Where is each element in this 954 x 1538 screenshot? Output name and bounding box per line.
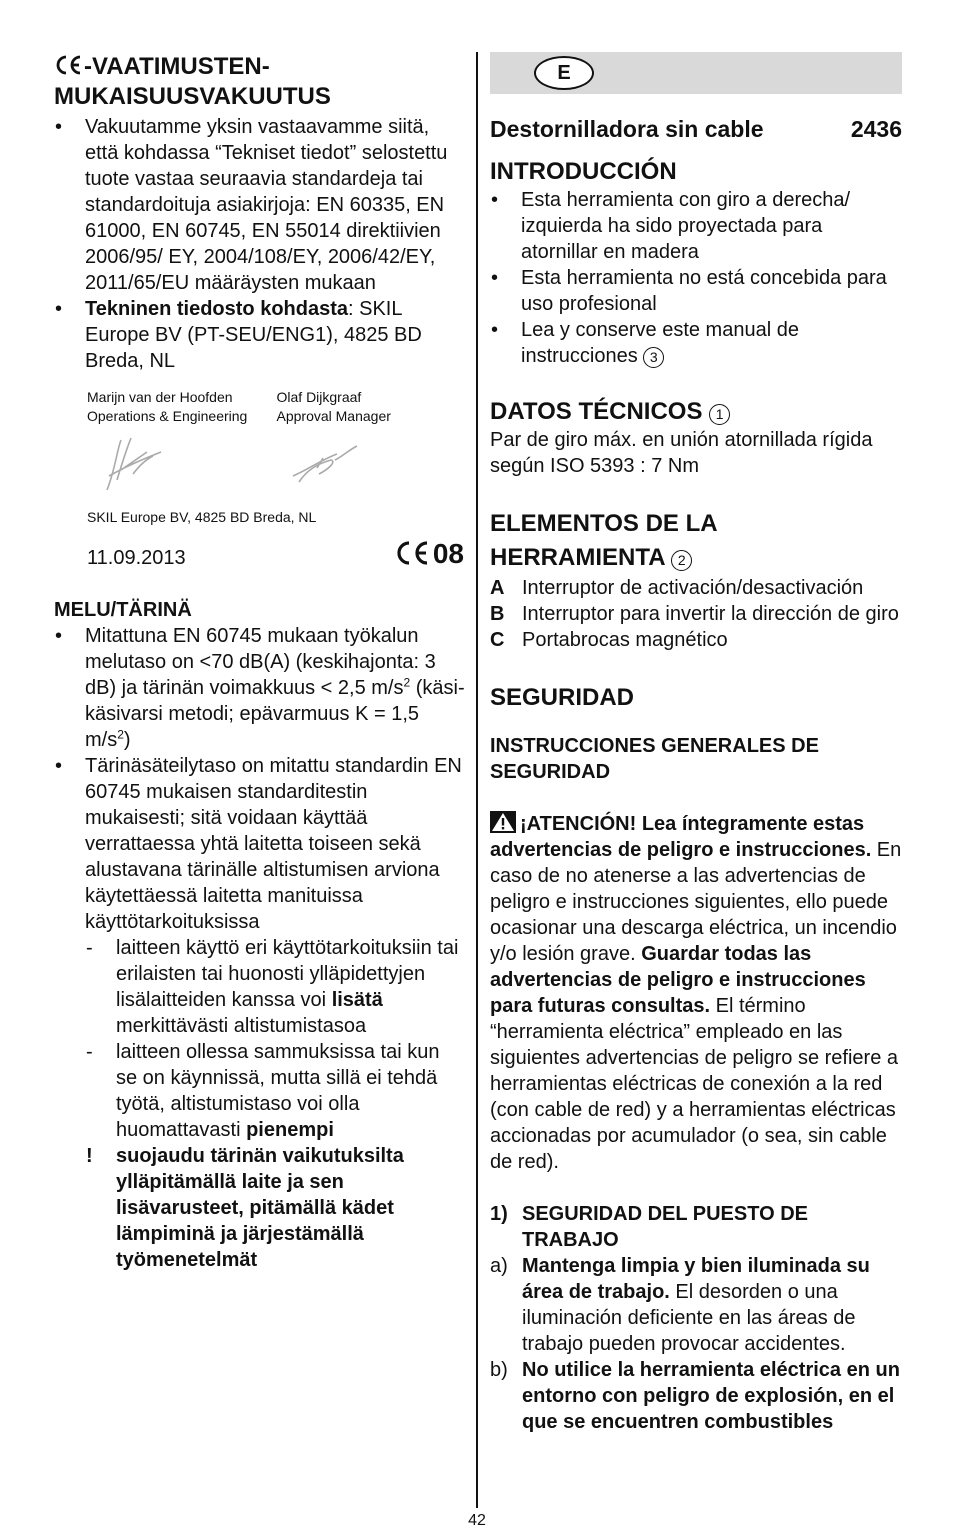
- model-number: 2436: [850, 116, 902, 142]
- list-item: [490, 317, 902, 369]
- ce-mark-year: [393, 537, 464, 571]
- list-item: [490, 1201, 902, 1253]
- list-item-text: Portabrocas magnético: [522, 629, 728, 651]
- list-item-text: El desorden o una iluminación deficiente en las áreas de trabajo pueden provocar accidentes.: [522, 1281, 856, 1355]
- heading-line1: -VAATIMUSTEN-: [84, 53, 270, 80]
- figure-ref-3: 3: [643, 347, 664, 368]
- date-row: [54, 537, 466, 577]
- ce-mark-icon: [54, 54, 84, 76]
- list-item: [490, 575, 902, 601]
- product-title: Destornilladora sin cable: [490, 116, 764, 142]
- list-item: [54, 114, 466, 296]
- list-item: [490, 265, 902, 317]
- list-item-text: laitteen ollessa sammuksissa tai kun se on käynnissä, mutta sillä ei tehdä työtä, altistumistaso voi olla huomattavasti: [116, 1041, 440, 1141]
- list-item-text: Interruptor para invertir la dirección de giro: [522, 603, 899, 625]
- list-item: [85, 935, 466, 1039]
- datos-heading: [490, 397, 902, 427]
- list-item: [490, 187, 902, 265]
- list-item-text: : SKIL Europe BV (PT-SEU/ENG1), 4825 BD Breda, NL: [85, 298, 422, 372]
- elementos-heading: [490, 507, 902, 575]
- datos-text: Par de giro máx. en unión atornillada rígida según ISO 5393 : 7 Nm: [490, 429, 873, 477]
- item-marker: A: [490, 577, 505, 599]
- warning-text: En caso de no atenerse a las advertencias de peligro e instrucciones siguientes, ello puede ocasionar una descarga eléctrica, un incendio y/o lesión grave.: [490, 839, 902, 965]
- declaration-date: 11.09.2013: [87, 547, 186, 569]
- warning-paragraph: [490, 811, 902, 1175]
- page-number: 42: [468, 1512, 486, 1529]
- declaration-list: [54, 114, 466, 374]
- exclamation-marker: !: [86, 1145, 93, 1167]
- item-marker: B: [490, 603, 505, 625]
- item-marker: b): [490, 1359, 508, 1381]
- elements-list: [490, 575, 902, 653]
- noise-heading: MELU/TÄRINÄ: [54, 599, 192, 621]
- intro-list: [490, 187, 902, 369]
- list-item-bold: No utilice la herramienta eléctrica en un entorno con peligro de explosión, en el que se encuentren combustibles: [522, 1359, 900, 1433]
- warning-bold: Guardar todas las advertencias de peligro e instrucciones para futuras consultas.: [490, 943, 866, 1017]
- company-address: SKIL Europe BV, 4825 BD Breda, NL: [87, 509, 317, 525]
- dash-marker: -: [86, 937, 93, 959]
- seguridad-heading: SEGURIDAD: [490, 684, 635, 711]
- superscript: 2: [117, 727, 124, 742]
- column-divider: [476, 52, 478, 1508]
- list-item-text: ): [123, 729, 131, 751]
- warning-triangle-icon: [490, 811, 516, 833]
- list-item: [490, 627, 902, 653]
- list-item-bold: Mantenga limpia y bien iluminada su área de trabajo.: [522, 1255, 870, 1303]
- list-item: [490, 1253, 902, 1357]
- right-column: [490, 52, 902, 1435]
- list-item-bold: Tekninen tiedosto kohdasta: [85, 298, 348, 320]
- list-item-text: Interruptor de activación/desactivación: [522, 577, 864, 599]
- signature-image: [277, 430, 367, 500]
- ce-year: 08: [432, 538, 464, 569]
- product-title-row: [490, 114, 902, 144]
- item-marker: a): [490, 1255, 508, 1277]
- signer1-title: Operations & Engineering: [87, 408, 248, 424]
- list-item-text: laitteen käyttö eri käyttötarkoituksiin tai erilaisten tai huonosti ylläpidettyjen lisälaitteiden kanssa voi: [116, 937, 459, 1011]
- dash-marker: -: [86, 1041, 93, 1063]
- heading-line2: MUKAISUUSVAKUUTUS: [54, 83, 331, 110]
- list-item-text: merkittävästi altistumistasoa: [116, 1015, 367, 1037]
- list-item-text: Tärinäsäteilytaso on mitattu standardin EN 60745 mukaisen standarditestin mukaisesti; sitä voidaan käyttää verrattaessa yhtä laitetta toiseen sekä alustavana tärinälle altistumisen arviona käytettäessä laitetta manituissa käyttötarkoituksissa: [85, 755, 462, 933]
- signature-image: [87, 430, 177, 500]
- signer2-name: Olaf Dijkgraaf: [276, 389, 362, 405]
- list-item-text: Vakuutamme yksin vastaavamme siitä, että kohdassa “Tekniset tiedot” selostettu tuote vastaa seuraavia standardeja tai standardoituja asiakirjoja: EN 60335, EN 61000, EN 60745, EN 55014 direktiivien 2006/95/ EY, 2004/108/EY, 2006/42/EY, 2011/65/EU määräysten mukaan: [85, 116, 448, 294]
- elementos-heading-line2: HERRAMIENTA: [490, 544, 665, 571]
- safety-list: [490, 1201, 902, 1435]
- list-item-text: (käsi-käsivarsi metodi; epävarmuus K = 1,5 m/s: [85, 677, 465, 751]
- warning-bold: ¡ATENCIÓN! Lea íntegramente estas advertencias de peligro e instrucciones.: [490, 813, 872, 861]
- list-item: [54, 753, 466, 935]
- signer2-title: Approval Manager: [276, 408, 391, 424]
- list-item: [490, 1357, 902, 1435]
- elementos-heading-line1: ELEMENTOS DE LA: [490, 510, 718, 537]
- intro-heading: INTRODUCCIÓN: [490, 158, 677, 185]
- list-item-text: Esta herramienta con giro a derecha/ izquierda ha sido proyectada para atornillar en madera: [521, 189, 851, 263]
- list-item: [85, 1039, 466, 1143]
- list-item-text: Lea y conserve este manual de instrucciones: [521, 319, 799, 367]
- language-badge: E: [534, 56, 594, 90]
- dash-list: [85, 935, 466, 1273]
- list-item: [85, 1143, 466, 1273]
- language-bar: [490, 52, 902, 94]
- signer1-name: Marijn van der Hoofden: [87, 389, 233, 405]
- noise-list: [54, 623, 466, 935]
- figure-ref-1: 1: [709, 404, 730, 425]
- instructions-heading: INSTRUCCIONES GENERALES DE SEGURIDAD: [490, 735, 819, 783]
- list-item-text: SEGURIDAD DEL PUESTO DE TRABAJO: [522, 1203, 808, 1251]
- list-item-bold: lisätä: [331, 989, 383, 1011]
- item-marker: C: [490, 629, 505, 651]
- item-marker: 1): [490, 1203, 508, 1225]
- superscript: 2: [403, 675, 411, 690]
- list-item: [54, 296, 466, 374]
- list-item: [490, 601, 902, 627]
- list-item-text: Esta herramienta no está concebida para uso profesional: [521, 267, 887, 315]
- ce-declaration-heading: [54, 52, 466, 112]
- list-item: [54, 623, 466, 753]
- figure-ref-2: 2: [671, 550, 692, 571]
- left-column: [54, 52, 466, 1273]
- list-item-text: suojaudu tärinän vaikutuksilta ylläpitämällä laite ja sen lisävarusteet, pitämällä kädet lämpiminä ja järjestämällä työmenetelmät: [116, 1145, 404, 1271]
- datos-heading-text: DATOS TÉCNICOS: [490, 398, 703, 425]
- signature-block: [54, 388, 466, 527]
- list-item-bold: pienempi: [246, 1119, 334, 1141]
- warning-text: El término “herramienta eléctrica” empleado en las siguientes advertencias de peligro se refiere a herramientas eléctricas de conexión a la red (con cable de red) y a herramientas eléctricas accionadas por acumulador (o sea, sin cable de red).: [490, 995, 899, 1173]
- list-item-text: Mitattuna EN 60745 mukaan työkalun melutaso on <70 dB(A) (keskihajonta: 3 dB) ja tärinän voimakkuus < 2,5 m/s: [85, 625, 436, 699]
- ce-mark-icon: [393, 540, 433, 566]
